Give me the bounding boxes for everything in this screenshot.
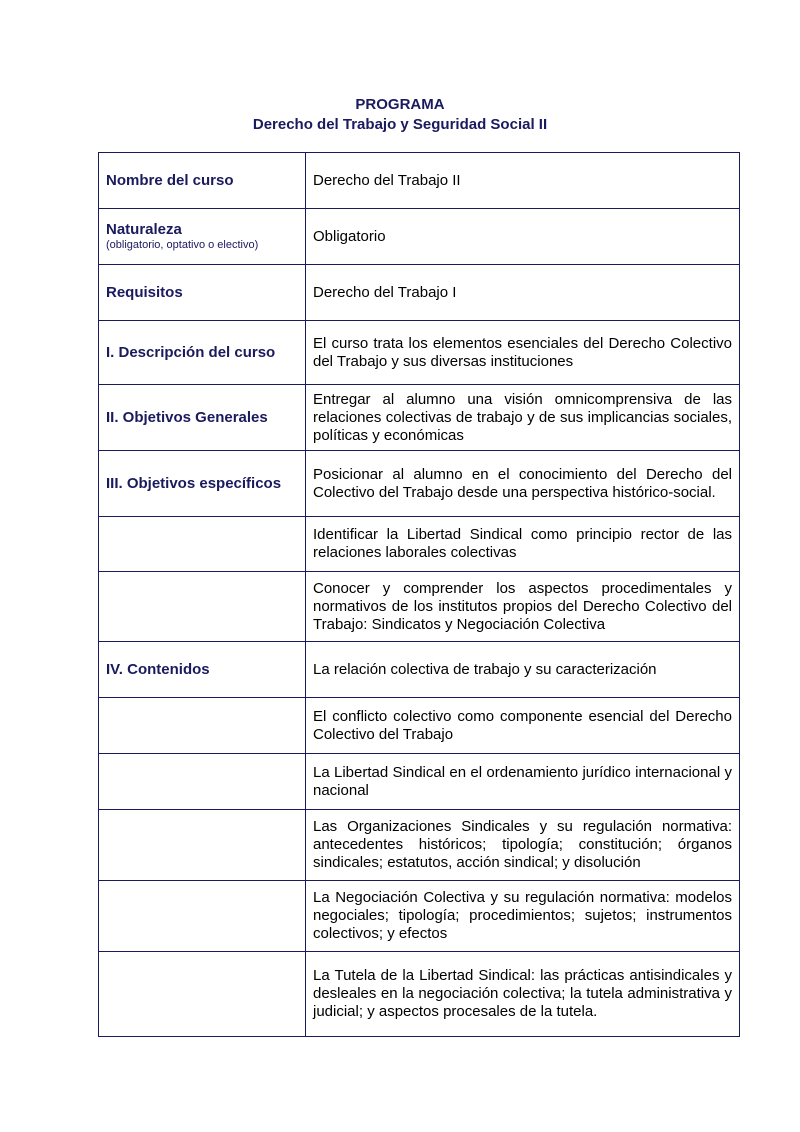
row-value: Obligatorio bbox=[306, 209, 740, 265]
row-label: IV. Contenidos bbox=[106, 660, 210, 678]
table-row bbox=[99, 642, 740, 698]
row-value: Derecho del Trabajo I bbox=[306, 265, 740, 321]
row-value: Las Organizaciones Sindicales y su regulación normativa: antecedentes históricos; tipología; constitución; órganos sindicales; estatutos, acción sindical; y disolución bbox=[306, 810, 740, 881]
table-row bbox=[99, 451, 740, 517]
table-row bbox=[99, 952, 740, 1037]
table-row bbox=[99, 754, 740, 810]
table-row bbox=[99, 572, 740, 642]
row-value: La relación colectiva de trabajo y su caracterización bbox=[306, 642, 740, 698]
row-label: II. Objetivos Generales bbox=[106, 408, 268, 426]
row-value: Identificar la Libertad Sindical como principio rector de las relaciones laborales colectivas bbox=[306, 517, 740, 572]
row-label-cell bbox=[99, 385, 306, 451]
row-label-cell bbox=[99, 642, 306, 698]
row-label-cell bbox=[99, 517, 306, 572]
table-row bbox=[99, 517, 740, 572]
row-label-cell bbox=[99, 952, 306, 1037]
document-title: PROGRAMA bbox=[355, 96, 445, 113]
row-label-cell bbox=[99, 881, 306, 952]
row-label-cell bbox=[99, 209, 306, 265]
row-sublabel: (obligatorio, optativo o electivo) bbox=[106, 239, 259, 251]
row-value: Conocer y comprender los aspectos procedimentales y normativos de los institutos propios del Derecho Colectivo del Trabajo: Sindicatos y Negociación Colectiva bbox=[306, 572, 740, 642]
row-label-cell bbox=[99, 265, 306, 321]
row-label-cell bbox=[99, 810, 306, 881]
row-label-cell bbox=[99, 153, 306, 209]
table-row bbox=[99, 321, 740, 385]
row-value: Posicionar al alumno en el conocimiento del Derecho del Colectivo del Trabajo desde una perspectiva histórico-social. bbox=[306, 451, 740, 517]
row-label: III. Objetivos específicos bbox=[106, 474, 282, 492]
program-table bbox=[98, 152, 740, 1037]
row-label: Naturaleza bbox=[106, 221, 182, 238]
table-row bbox=[99, 209, 740, 265]
row-label: Nombre del curso bbox=[106, 171, 234, 189]
row-value: La Libertad Sindical en el ordenamiento jurídico internacional y nacional bbox=[306, 754, 740, 810]
row-label: I. Descripción del curso bbox=[106, 343, 276, 361]
row-value: La Tutela de la Libertad Sindical: las prácticas antisindicales y desleales en la negociación colectiva; la tutela administrativa y judicial; y aspectos procesales de la tutela. bbox=[306, 952, 740, 1037]
row-label-cell bbox=[99, 451, 306, 517]
document-subtitle: Derecho del Trabajo y Seguridad Social II bbox=[252, 116, 548, 133]
row-value: El conflicto colectivo como componente esencial del Derecho Colectivo del Trabajo bbox=[306, 698, 740, 754]
row-value: La Negociación Colectiva y su regulación normativa: modelos negociales; tipología; procedimientos; sujetos; instrumentos colectivos; y efectos bbox=[306, 881, 740, 952]
table-row bbox=[99, 265, 740, 321]
row-value: Entregar al alumno una visión omnicomprensiva de las relaciones colectivas de trabajo y de sus implicancias sociales, políticas y económicas bbox=[306, 385, 740, 451]
table-row bbox=[99, 153, 740, 209]
row-label: Requisitos bbox=[106, 283, 183, 301]
row-label-cell bbox=[99, 321, 306, 385]
row-value: El curso trata los elementos esenciales del Derecho Colectivo del Trabajo y sus diversas instituciones bbox=[306, 321, 740, 385]
table-row bbox=[99, 385, 740, 451]
table-row bbox=[99, 810, 740, 881]
row-value: Derecho del Trabajo II bbox=[306, 153, 740, 209]
table-row bbox=[99, 881, 740, 952]
row-label-cell bbox=[99, 754, 306, 810]
row-label-cell bbox=[99, 698, 306, 754]
row-label-cell bbox=[99, 572, 306, 642]
table-row bbox=[99, 698, 740, 754]
